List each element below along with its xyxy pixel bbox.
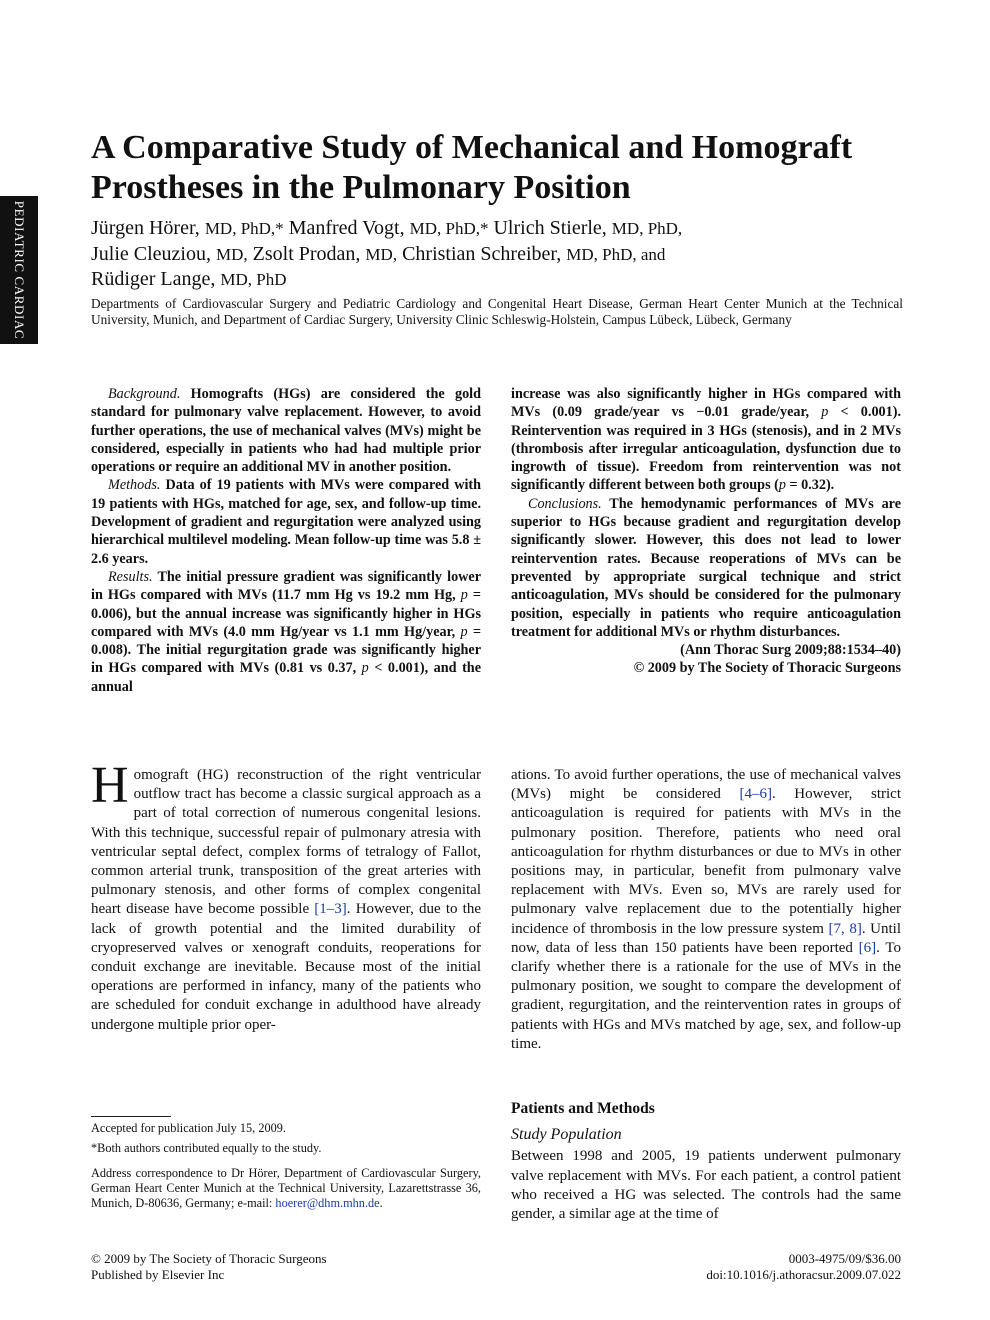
article-title: A Comparative Study of Mechanical and Homograft Prostheses in the Pulmonary Position	[91, 129, 853, 206]
author-degree: MD,	[365, 244, 398, 264]
footnotes	[91, 1121, 481, 1211]
author-degree: MD, PhD, and	[566, 244, 666, 264]
footnote-divider	[91, 1116, 171, 1117]
intro-left-column	[91, 757, 481, 1035]
abstract-background: Background. Homografts (HGs) are considered the gold standard for pulmonary valve replacement. However, to avoid further operations, the use of mechanical valves (MVs) might be considered, especially in patients who had had multiple prior operations or require an additional MV in another position.	[91, 386, 482, 476]
methods-section	[511, 1099, 901, 1224]
author-degree: MD,	[215, 244, 248, 264]
subsection-heading: Study Population	[511, 1126, 622, 1144]
abstract-results-continued: increase was also significantly higher in HGs compared with MVs (0.09 grade/year vs −0.01 grade/year, p < 0.001). Reintervention was required in 3 HGs (stenosis), and in 2 MVs (thrombosis after irregular anticoagulation, dysfunction due to ingrowth of tissue). Freedom from reintervention was not significantly different between both groups (p = 0.32).	[511, 386, 901, 494]
footer-left	[91, 1251, 327, 1282]
intro-paragraph: Homograft (HG) reconstruction of the right ventricular outflow tract has become a classic surgical approach as a part of total correction of numerous congenital lesions. With this technique, successful repair of pulmonary atresia with ventricular septal defect, complex forms of tetralogy of Fallot, common arterial trunk, transposition of the great arteries with pulmonary stenosis, and other forms of complex congenital heart disease have become possible [1–3]. However, due to the lack of growth potential and the limited durability of cryopreserved valves or xenograft conduits, reoperations for conduit exchange are inevitable. Because most of the initial operations are performed in infancy, many of the patients who are scheduled for conduit exchange in adulthood have already undergone multiple prior oper-	[91, 757, 481, 1033]
author-degree: MD, PhD,	[611, 219, 683, 238]
section-tab-label: PEDIATRIC CARDIAC	[12, 200, 27, 340]
affiliation: Departments of Cardiovascular Surgery and Pediatric Cardiology and Congenital Heart Disease, German Heart Center Munich at the Technical University, Munich, and Department of Cardiac Surgery, University Clinic Schleswig-Holstein, Campus Lübeck, Lübeck, Germany	[91, 296, 903, 327]
correspondence-address: Address correspondence to Dr Hörer, Department of Cardiovascular Surgery, German Heart Center Munich at the Technical University, Lazarettstrasse 36, Munich, D-80636, Germany; e-mail: hoerer@dhm.mhn.de.	[91, 1165, 481, 1211]
intro-paragraph-continued: ations. To avoid further operations, the use of mechanical valves (MVs) might be considered [4–6]. However, strict anticoagulation is required for patients with MVs in the pulmonary position. Therefore, patients who need oral anticoagulation for rhythm disturbances or due to MVs in other positions may, in particular, benefit from pulmonary valve replacement with MVs. Even so, MVs are rarely used for pulmonary valve replacement due to the potentially higher incidence of thrombosis in the low pressure system [7, 8]. Until now, data of less than 150 patients have been reported [6]. To clarify whether there is a rationale for the use of MVs in the pulmonary position, we sought to compare the development of gradient, regurgitation, and the reintervention rates in groups of patients with HGs and MVs matched by age, sex, and follow-up time.	[511, 767, 901, 1052]
abstract-methods: Methods. Data of 19 patients with MVs were compared with 19 patients with HGs, matched for age, sex, and follow-up time. Development of gradient and regurgitation were analyzed using hierarchical multilevel modeling. Mean follow-up time was 5.8 ± 2.6 years.	[91, 477, 482, 567]
accepted-note: Accepted for publication July 15, 2009.	[91, 1121, 286, 1135]
abstract-conclusions: Conclusions. The hemodynamic performances of MVs are superior to HGs because gradient and regurgitation develop significantly slower. However, this does not lead to lower reintervention rates. Because reoperations of MVs can be prevented by appropriate surgical technique and strict anticoagulation, MVs should be considered for the pulmonary position, especially in patients who require anticoagulation treatment for additional MVs or rhythm disturbances.	[511, 495, 902, 640]
author-degree: MD, PhD,*	[204, 219, 284, 238]
drop-cap: H	[91, 757, 129, 814]
footer-publisher: Published by Elsevier Inc	[91, 1266, 225, 1282]
section-tab	[0, 196, 38, 344]
abstract-label: Methods.	[108, 477, 161, 494]
abstract-results: Results. The initial pressure gradient was significantly lower in HGs compared with MVs (11.7 mm Hg vs 19.2 mm Hg, p = 0.006), but the annual increase was significantly higher in HGs compared with MVs (4.0 mm Hg/year vs 1.1 mm Hg/year, p = 0.008). The initial regurgitation grade was significantly higher in HGs compared with MVs (0.81 vs 0.37, p < 0.001), and the annual	[91, 568, 482, 695]
footer-copyright: © 2009 by The Society of Thoracic Surgeons	[91, 1251, 327, 1266]
author-name: Manfred Vogt,	[288, 217, 405, 239]
footer-right	[706, 1251, 901, 1282]
reference-link[interactable]: [7, 8]	[828, 920, 862, 937]
journal-citation: (Ann Thorac Surg 2009;88:1534–40)	[680, 642, 901, 659]
author-name: Ulrich Stierle,	[493, 217, 607, 239]
email-link[interactable]: hoerer@dhm.mhn.de	[275, 1196, 380, 1211]
methods-paragraph: Between 1998 and 2005, 19 patients underwent pulmonary valve replacement with MVs. For each patient, a control patient who received a HG was selected. The controls had the same gender, a similar age at the time of	[511, 1148, 901, 1223]
author-list	[91, 216, 911, 293]
section-heading: Patients and Methods	[511, 1100, 655, 1117]
reference-link[interactable]: [6]	[858, 939, 877, 956]
abstract-label: Conclusions.	[528, 495, 602, 512]
reference-link[interactable]: [4–6]	[739, 786, 772, 803]
footer-issn: 0003-4975/09/$36.00	[788, 1251, 901, 1266]
abstract-label: Results.	[108, 568, 153, 585]
author-degree: MD, PhD,*	[409, 219, 489, 238]
author-name: Christian Schreiber,	[402, 242, 562, 265]
author-name: Rüdiger Lange,	[91, 268, 216, 290]
intro-right-column	[511, 766, 901, 1054]
author-name: Julie Cleuziou,	[91, 242, 211, 265]
abstract-copyright: © 2009 by The Society of Thoracic Surgeons	[633, 660, 901, 677]
abstract-label: Background.	[108, 386, 181, 402]
author-degree: MD, PhD	[220, 270, 287, 289]
equal-contribution-note: *Both authors contributed equally to the study.	[91, 1141, 322, 1156]
footer-doi: doi:10.1016/j.athoracsur.2009.07.022	[706, 1266, 901, 1282]
abstract-right-column	[511, 385, 901, 678]
author-name: Jürgen Hörer,	[91, 217, 200, 239]
abstract-left-column	[91, 385, 481, 696]
reference-link[interactable]: [1–3]	[314, 901, 347, 918]
author-name: Zsolt Prodan,	[252, 242, 361, 265]
